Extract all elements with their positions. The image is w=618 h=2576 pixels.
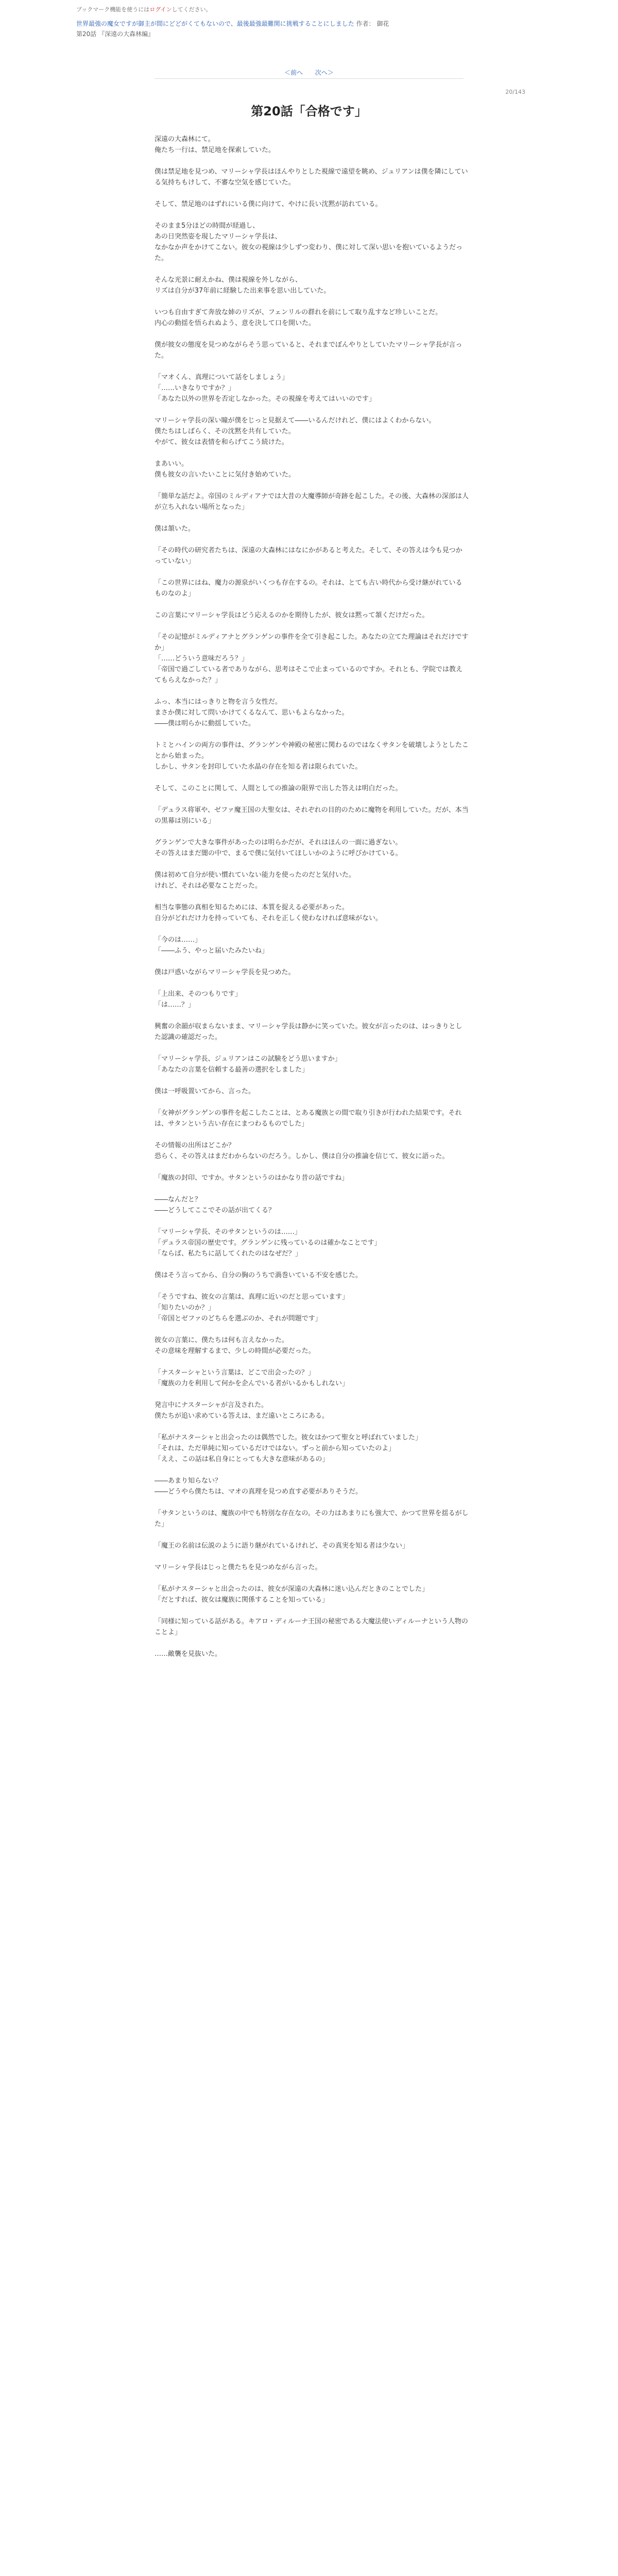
- paragraph-gap: [154, 1281, 469, 1292]
- paragraph: 「ならば、私たちに話してくれたのはなぜだ？」: [154, 1250, 302, 1258]
- paragraph-gap: [154, 1075, 469, 1086]
- paragraph: 「デュラス帝国の歴史です。グランゲンに残っているのは確かなことです」: [154, 1239, 381, 1247]
- paragraph-gap: [154, 1216, 469, 1227]
- paragraph-gap: [154, 1605, 469, 1616]
- bookmark-notice-suffix: してください。: [171, 6, 212, 13]
- paragraph: 「魔王の名前は伝説のように語り継がれているけれど、その真実を知る者は少ない」: [154, 1542, 409, 1550]
- paragraph: 「――ふう、やっと届いたみたいね」: [154, 947, 269, 955]
- paragraph: 恐らく、その答えはまだわからないのだろう。しかし、僕は自分の推論を信じて、彼女に語った。: [154, 1153, 449, 1160]
- paragraph-gap: [154, 891, 469, 902]
- paragraph: 「ええ、この話は私自身にとっても大きな意味があるの」: [154, 1455, 329, 1463]
- paragraph-gap: [154, 513, 469, 523]
- paragraph: 「マリーシャ学長、そのサタンというのは……」: [154, 1228, 301, 1236]
- paragraph-gap: [154, 1421, 469, 1432]
- paragraph: そんな光景に耐えかね、僕は視線を外しながら、: [154, 276, 302, 284]
- paragraph: 「だとすれば、彼女は魔族に関係することを知っている」: [154, 1596, 329, 1604]
- paragraph: リズは自分が37年前に経験した出来事を思い出していた。: [154, 287, 331, 295]
- paragraph: 自分がどれだけ力を持っていても、それを正しく使わなければ意味がない。: [154, 914, 383, 922]
- paragraph-gap: [154, 188, 469, 199]
- paragraph: 「簡単な話だよ。帝国のミルディアナでは大昔の大魔導師が奇跡を起こした。その後、大森林の深部は人が立ち入れない場所となった」: [154, 493, 469, 511]
- chapter-index: 第20話: [76, 30, 97, 38]
- paragraph: 僕が彼女の態度を見つめながらそう思っていると、それまでぼんやりとしていたマリーシャ学長が言った。: [154, 341, 462, 360]
- paragraph: 「その時代の研究者たちは、深遠の大森林にはなにかがあると考えた。そして、その答えは今も見つかっていない」: [154, 547, 462, 565]
- paragraph-gap: [154, 264, 469, 275]
- paragraph: 「それは、ただ単純に知っているだけではない。ずっと前から知っていたのよ」: [154, 1445, 396, 1452]
- paragraph: マリーシャ学長の深い瞳が僕をじっと見据えて――いるんだけれど、僕にはよくわからない。: [154, 417, 436, 425]
- paragraph: その情報の出所はどこか？: [154, 1142, 235, 1149]
- paragraph-gap: [154, 599, 469, 610]
- paragraph: 「マオくん、真理について話をしましょう」: [154, 374, 289, 381]
- paragraph: 「あなた以外の世界を否定しなかった。その視線を考えてはいいのです」: [154, 395, 376, 403]
- paragraph-gap: [154, 329, 469, 340]
- paragraph: 俺たち一行は、禁足地を探索していた。: [154, 146, 276, 154]
- paragraph: 「私がナスターシャと出会ったのは偶然でした。彼女はかつて聖女と呼ばれていました」: [154, 1434, 422, 1442]
- author-label: 作者：: [356, 20, 375, 27]
- paragraph: この言葉にマリーシャ学長はどう応えるのかを期待したが、彼女は黙って頷くだけだった。: [154, 612, 429, 619]
- paragraph-gap: [154, 1465, 469, 1476]
- paragraph: 深遠の大森林にて。: [154, 135, 215, 143]
- paragraph: いつも自由すぎて奔放な姉のリズが、フェンリルの群れを前にして取り乱すなど珍しいことだ。: [154, 309, 442, 316]
- chapter-title: 第20話「合格です」: [251, 104, 367, 118]
- paragraph: 僕たちが追い求めている答えは、まだ遠いところにある。: [154, 1412, 329, 1420]
- paragraph: 僕は初めて自分が使い慣れていない能力を使ったのだと気付いた。: [154, 871, 356, 879]
- paragraph: ――どうしてここでその話が出てくる？: [154, 1207, 276, 1214]
- paragraph: 「私がナスターシャと出会ったのは、彼女が深遠の大森林に迷い込んだときのことでした」: [154, 1585, 428, 1593]
- nav-divider: [154, 78, 464, 79]
- chapter-body: [154, 134, 469, 1659]
- paragraph: 内心の動揺を悟られぬよう、意を決して口を開いた。: [154, 319, 316, 327]
- paragraph: 「その記憶がミルディアナとグランゲンの事件を全て引き起こした。あなたの立てた理論はそれだけですか」: [154, 633, 469, 652]
- paragraph: 「そうですね、彼女の言葉は、真理に近いのだと思っています」: [154, 1293, 349, 1301]
- paragraph: ――どうやら僕たちは、マオの真理を見つめ直す必要がありそうだ。: [154, 1488, 363, 1496]
- paragraph: ふっ、本当にはっきりと物を言う女性だ。: [154, 698, 282, 706]
- paragraph: ――なんだと？: [154, 1196, 202, 1204]
- bookmark-notice: [76, 5, 212, 13]
- paragraph: ――あまり知らない？: [154, 1477, 222, 1485]
- paragraph-gap: [154, 1551, 469, 1562]
- paragraph-gap: [154, 1638, 469, 1649]
- paragraph: その答えはまだ闇の中で、まるで僕に気付いてほしいかのように呼びかけている。: [154, 850, 402, 857]
- paragraph: 「マリーシャ学長、ジュリアンはこの試験をどう思いますか」: [154, 1055, 341, 1063]
- paragraph: 「……どういう意味だろう？」: [154, 655, 249, 663]
- paragraph-gap: [154, 1389, 469, 1400]
- paragraph: 「デュラス将軍や、ゼファ魔王国の大聖女は、それぞれの目的のために魔物を利用していた。だが、本当の黒幕は別にいる」: [154, 806, 469, 825]
- paragraph: 「帝国とゼファのどちらを選ぶのか、それが問題です」: [154, 1315, 322, 1323]
- paragraph-gap: [154, 621, 469, 632]
- paragraph: 「帝国で過ごしている者でありながら、思考はそこで止まっているのですか。それとも、学院では教えてもらえなかった？」: [154, 666, 463, 684]
- paragraph: 「あなたの言葉を信頼する最善の選択をしました」: [154, 1066, 309, 1074]
- paragraph-gap: [154, 1259, 469, 1270]
- paragraph-gap: [154, 794, 469, 805]
- paragraph-gap: [154, 1324, 469, 1335]
- paragraph: グランゲンで大きな事件があったのは明らかだが、それはほんの一面に過ぎない。: [154, 839, 402, 846]
- paragraph-gap: [154, 1357, 469, 1367]
- page-number: 20/143: [505, 89, 525, 95]
- paragraph-gap: [154, 1573, 469, 1584]
- paragraph-gap: [154, 567, 469, 578]
- paragraph: ――僕は明らかに動揺していた。: [154, 720, 255, 727]
- paragraph: そのまま5分ほどの時間が経過し、: [154, 222, 260, 230]
- paragraph-gap: [154, 729, 469, 740]
- bookmark-notice-prefix: ブックマーク機能を使うには: [76, 6, 150, 13]
- author-link[interactable]: 御花: [376, 20, 389, 27]
- paragraph: ……敵襲を見抜いた。: [154, 1650, 222, 1658]
- paragraph: そして、禁足地のはずれにいる僕に向けて、やけに長い沈黙が訪れている。: [154, 200, 382, 208]
- paragraph-gap: [154, 534, 469, 545]
- paragraph: 僕はそう言ってから、自分の胸のうちで渦巻いている不安を感じた。: [154, 1272, 362, 1279]
- paragraph-gap: [154, 480, 469, 491]
- paragraph-gap: [154, 361, 469, 372]
- paragraph-gap: [154, 1497, 469, 1508]
- paragraph: 僕は一呼吸置いてから、言った。: [154, 1088, 255, 1095]
- paragraph: やがて、彼女は表情を和らげてこう続けた。: [154, 438, 288, 446]
- paragraph: しかし、サタンを封印していた水晶の存在を知る者は限られていた。: [154, 763, 362, 771]
- paragraph-gap: [154, 1129, 469, 1140]
- paragraph: 「ナスターシャという言葉は、どこで出会ったの？」: [154, 1369, 315, 1377]
- paragraph: 「……いきなりですか？」: [154, 384, 235, 392]
- prev-chapter-link[interactable]: ＜前へ: [284, 69, 303, 76]
- paragraph: その意味を理解するまで、少しの時間が必要だった。: [154, 1347, 315, 1355]
- paragraph-gap: [154, 448, 469, 459]
- paragraph: 「サタンというのは、魔族の中でも特別な存在なの。その力はあまりにも強大で、かつて世界を揺るがした」: [154, 1510, 469, 1528]
- paragraph-gap: [154, 1183, 469, 1194]
- paragraph-gap: [154, 296, 469, 307]
- paragraph-gap: [154, 1162, 469, 1173]
- paragraph: マリーシャ学長はじっと僕たちを見つめながら言った。: [154, 1564, 322, 1571]
- paragraph: 僕は禁足地を見つめ、マリーシャ学長はほんやりとした視線で遠望を眺め、ジュリアンは僕を隣にしている気持ちもけして、不審な空気を感じていた。: [154, 168, 468, 187]
- paragraph-gap: [154, 978, 469, 989]
- paragraph: 「女神がグランゲンの事件を起こしたことは、とある魔族との間で取り引きが行われた結果です。それは、サタンという古い存在にまつわるものでした」: [154, 1109, 462, 1128]
- paragraph: 僕は頷いた。: [154, 525, 195, 533]
- paragraph: けれど、それは必要なことだった。: [154, 882, 262, 890]
- paragraph: 「魔族の力を利用して何かを企んでいる者がいるかもしれない」: [154, 1380, 349, 1387]
- next-chapter-link[interactable]: 次へ＞: [315, 69, 334, 76]
- paragraph-gap: [154, 1097, 469, 1108]
- series-info: [76, 19, 540, 39]
- paragraph: 相当な事態の真相を知るためには、本質を捉える必要があった。: [154, 904, 349, 911]
- paragraph: 彼女の言葉に、僕たちは何も言えなかった。: [154, 1336, 289, 1344]
- paragraph-gap: [154, 956, 469, 967]
- paragraph-gap: [154, 924, 469, 935]
- paragraph-gap: [154, 859, 469, 870]
- paragraph-gap: [154, 404, 469, 415]
- series-title-link[interactable]: 世界最強の魔女ですが御主が間にどどがくてもないので、最後最強最難関に挑戦することにしました: [76, 20, 354, 27]
- paragraph: 「この世界にはね、魔力の源泉がいくつも存在するの。それは、とても古い時代から受け継がれているものなのよ」: [154, 579, 462, 598]
- paragraph: まあいい。: [154, 460, 188, 468]
- paragraph: そして、このことに関して、人間としての推論の限界で出した答えは明白だった。: [154, 785, 402, 792]
- paragraph: 「上出来、そのつもりです」: [154, 990, 242, 998]
- paragraph: 「同様に知っている話がある。キアロ・ディルーナ王国の秘密である大魔法使いディルーナという人物のことよ」: [154, 1618, 468, 1636]
- paragraph: あの日突然姿を現したマリーシャ学長は、: [154, 233, 282, 241]
- paragraph: 興奮の余韻が収まらないまま、マリーシャ学長は静かに笑っていた。彼女が言ったのは、はっきりとした認識の確認だった。: [154, 1023, 462, 1041]
- paragraph: なかなか声をかけてこない。彼女の視線は少しずつ変わり、僕に対して深い思いを抱いているようだった。: [154, 244, 463, 262]
- paragraph: 僕も彼女の言いたいことに気付き始めていた。: [154, 471, 296, 479]
- paragraph-gap: [154, 686, 469, 697]
- paragraph: 「知りたいのか？」: [154, 1304, 215, 1312]
- paragraph: 僕は戸惑いながらマリーシャ学長を見つめた。: [154, 969, 295, 976]
- login-link[interactable]: ログイン: [149, 6, 172, 13]
- paragraph: まさか僕に対して問いかけてくるなんて、思いもよらなかった。: [154, 709, 349, 717]
- paragraph-gap: [154, 772, 469, 783]
- paragraph: 僕たちはしばらく、その沈黙を共有していた。: [154, 428, 295, 435]
- paragraph: 「今のは……」: [154, 936, 202, 944]
- paragraph-gap: [154, 1043, 469, 1054]
- paragraph: 「は……？」: [154, 1001, 195, 1009]
- paragraph-gap: [154, 826, 469, 837]
- paragraph: 発言中にナスターシャが言及された。: [154, 1401, 268, 1409]
- chapter-subtitle: 『深遠の大森林編』: [98, 30, 154, 38]
- paragraph: 「魔族の封印、ですか。サタンというのはかなり昔の話ですね」: [154, 1174, 349, 1182]
- paragraph-gap: [154, 1530, 469, 1540]
- paragraph-gap: [154, 156, 469, 166]
- paragraph-gap: [154, 210, 469, 221]
- paragraph: トミとハインの両方の事件は、グランゲンや神殿の秘密に関わるのではなくサタンを破壊しようとしたことから始まった。: [154, 741, 469, 760]
- paragraph-gap: [154, 1010, 469, 1021]
- chapter-nav: [0, 68, 618, 77]
